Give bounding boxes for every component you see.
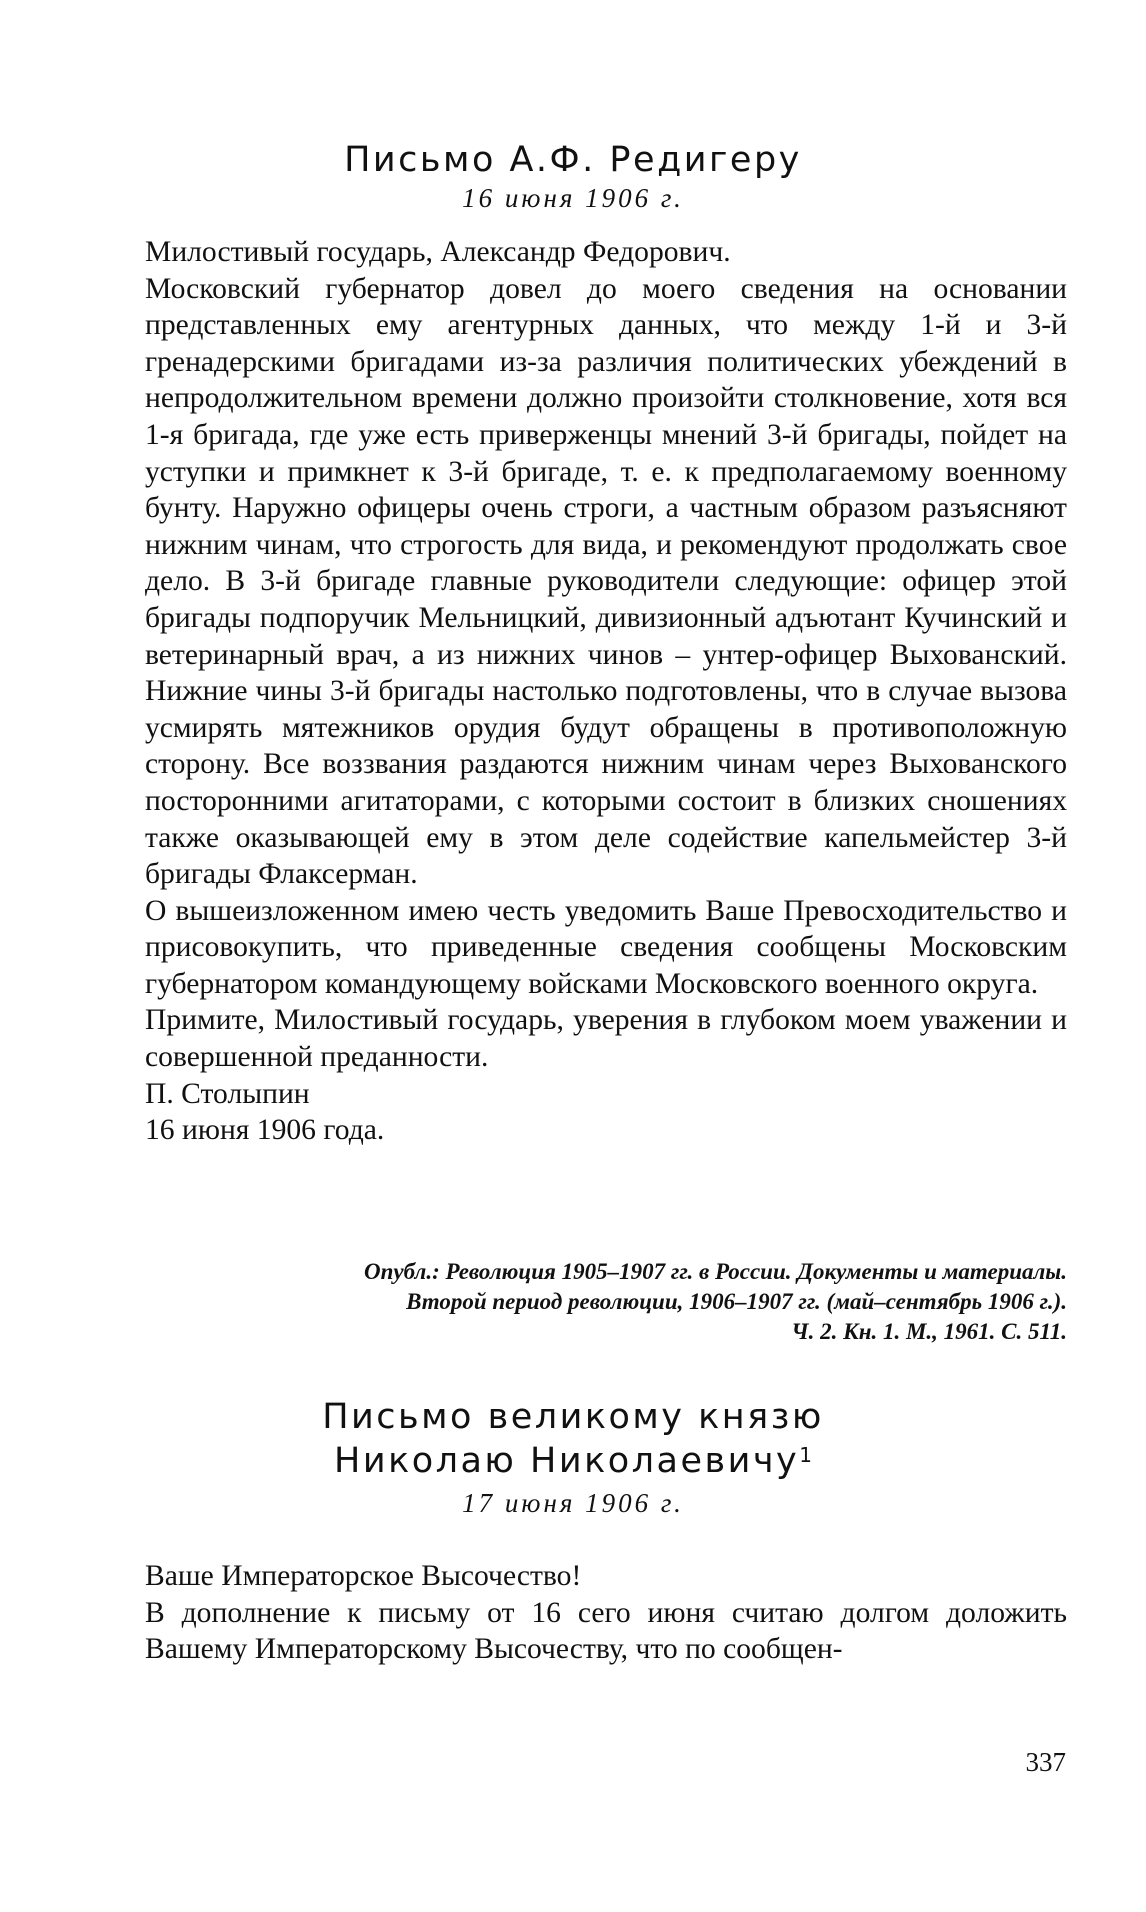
letter1-title: Письмо А.Ф. Редигеру [344,140,802,180]
letter1-salutation: Милостивый государь, Александр Федорович. [145,236,731,268]
letter1-signature: П. Столыпин [145,1077,310,1110]
letter2-date: 17 июня 1906 г. [462,1488,684,1518]
footnote-marker: 1 [799,1443,812,1467]
source-line: Второй период революции, 1906–1907 гг. (май–сентябрь 1906 г.). [406,1289,1067,1314]
letter2-title-text: Николаю Николаевичу [334,1441,800,1481]
letter2-body [145,1558,1067,1668]
letter2-title-line1: Письмо великому князю [322,1397,824,1437]
letter1-date: 16 июня 1906 г. [462,183,684,213]
letter2-salutation: Ваше Императорское Высочество! [145,1560,582,1592]
letter1-body [145,234,1067,1149]
letter1-paragraph-3: Примите, Милостивый государь, уверения в глубоком моем уважении и совершенной преданности. [145,1004,1067,1074]
letter2-paragraph-1: В дополнение к письму от 16 сего июня считаю долгом доложить Вашему Императорскому Высочеству, что по сообщен- [145,1596,1067,1666]
letter1-paragraph-2: О вышеизложенном имею честь уведомить Ваше Превосходительство и присовокупить, что приведенные сведения сообщены Московским губернатором командующему войсками Московского военного округа. [145,894,1067,1000]
letter1-source-note [120,1257,1067,1347]
source-line: Опубл.: Революция 1905–1907 гг. в России. Документы и материалы. [364,1259,1067,1284]
letter1-paragraph-1: Московский губернатор довел до моего сведения на основании представленных ему агентурных данных, что между 1-й и 3-й гренадерскими бригадами из-за различия политических убеждений в непродолжительном времени должно произойти столкновение, хотя вся 1-я бригада, где уже есть приверженцы мнений 3-й бригады, пойдет на уступки и примкнет к 3-й бригаде, т. е. к предполагаемому военному бунту. Наружно офицеры очень строги, а частным образом разъясняют нижним чинам, что строгость для вида, и рекомендуют продолжать свое дело. В 3-й бригаде главные руководители следующие: офицер этой бригады подпоручик Мельницкий, дивизионный адъютант Кучинский и ветеринарный врач, а из нижних чинов – унтер-офицер Выхованский. Нижние чины 3-й бригады настолько подготовлены, что в случае вызова усмирять мятежников орудия будут обращены в противоположную сторону. Все воззвания раздаются нижним чинам через Выхованского посторонними агитаторами, с которыми состоит в близких сношениях также оказывающей ему в этом деле содействие капельмейстер 3-й бригады Флаксерман. [145,272,1067,891]
source-line: Ч. 2. Кн. 1. М., 1961. С. 511. [791,1319,1067,1344]
letter1-signature-date: 16 июня 1906 года. [145,1114,385,1147]
page-number: 337 [1025,1747,1066,1777]
letter2-title-line2 [0,1441,1146,1481]
